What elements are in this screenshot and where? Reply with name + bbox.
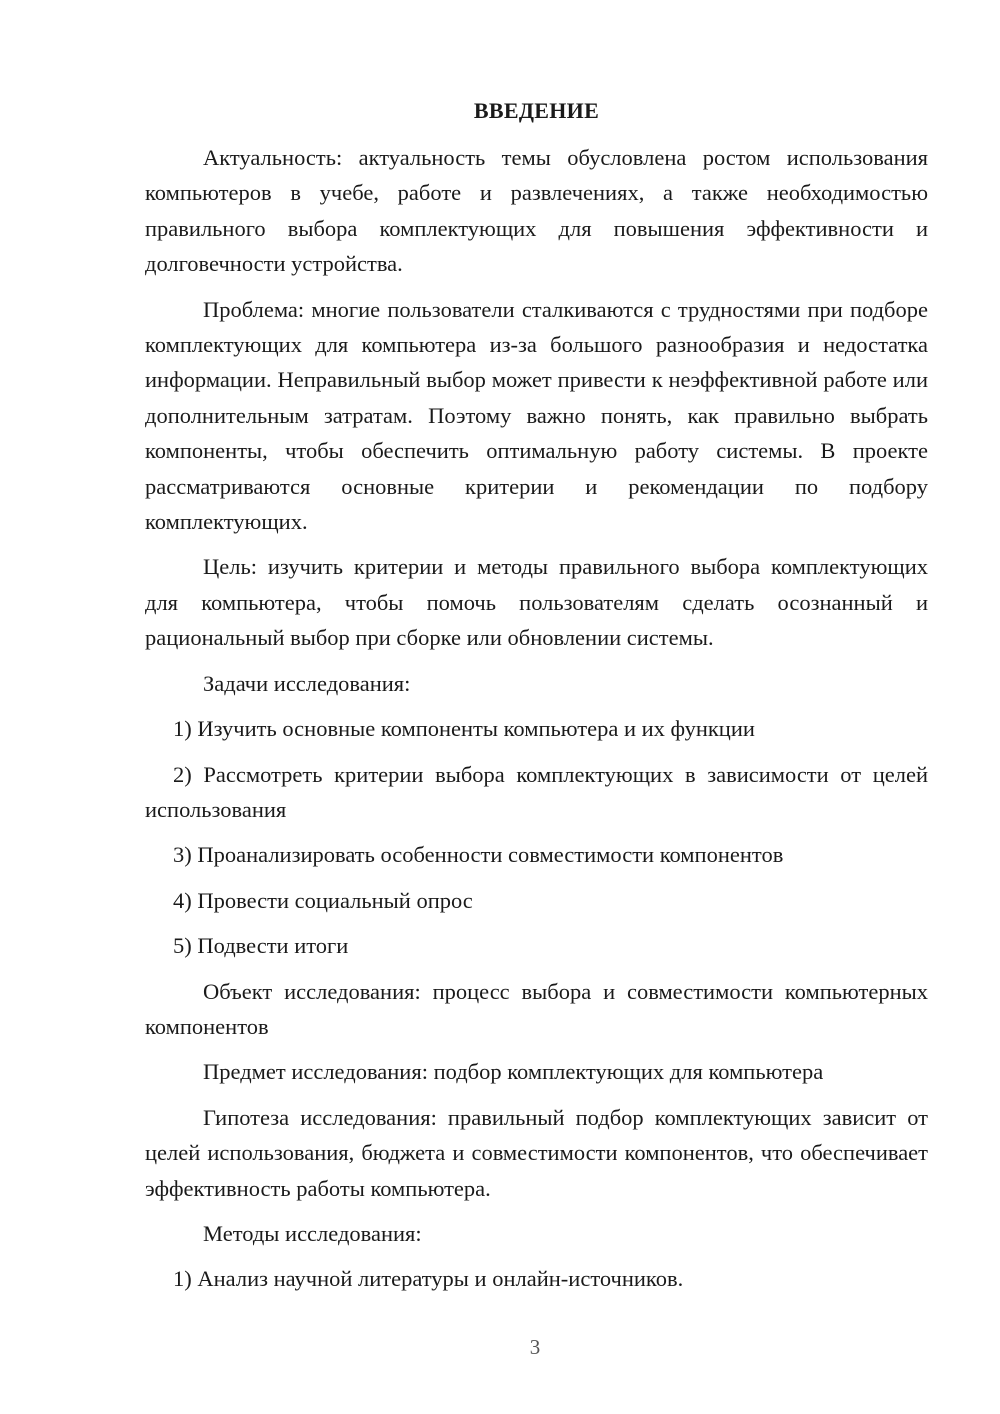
subject-paragraph: Предмет исследования: подбор комплектующих для компьютера (203, 1059, 824, 1085)
page-content (145, 96, 928, 1307)
hypothesis-paragraph: Гипотеза исследования: правильный подбор комплектующих зависит от целей использования, бюджета и совместимости компонентов, что обеспечивает эффективность работы компьютера. (145, 1104, 928, 1201)
page-number: 3 (529, 1335, 541, 1359)
methods-heading: Методы исследования: (203, 1220, 422, 1246)
object-paragraph: Объект исследования: процесс выбора и совместимости компьютерных компонентов (145, 978, 928, 1039)
method-item-1: 1) Анализ научной литературы и онлайн-источников. (173, 1266, 684, 1292)
goal-paragraph: Цель: изучить критерии и методы правильного выбора комплектующих для компьютера, чтобы помочь пользователям сделать осознанный и рациональный выбор при сборке или обновлении системы. (145, 554, 928, 651)
relevance-paragraph: Актуальность: актуальность темы обусловлена ростом использования компьютеров в учебе, работе и развлечениях, а также необходимостью правильного выбора комплектующих для повышения эффективности и долговечности устройства. (145, 145, 928, 277)
task-item-4: 4) Провести социальный опрос (173, 887, 473, 913)
tasks-heading: Задачи исследования: (203, 670, 411, 696)
task-item-1: 1) Изучить основные компоненты компьютера и их функции (173, 716, 755, 742)
task-item-3: 3) Проанализировать особенности совместимости компонентов (173, 842, 784, 868)
section-title: ВВЕДЕНИЕ (473, 98, 600, 123)
task-item-2: 2) Рассмотреть критерии выбора комплектующих в зависимости от целей использования (145, 761, 928, 822)
problem-paragraph: Проблема: многие пользователи сталкиваются с трудностями при подборе комплектующих для компьютера из-за большого разнообразия и недостатка информации. Неправильный выбор может привести к неэффективной работе или дополнительным затратам. Поэтому важно понять, как правильно выбрать компоненты, чтобы обеспечить оптимальную работу системы. В проекте рассматриваются основные критерии и рекомендации по подбору комплектующих. (145, 296, 928, 535)
task-item-5: 5) Подвести итоги (173, 933, 349, 959)
